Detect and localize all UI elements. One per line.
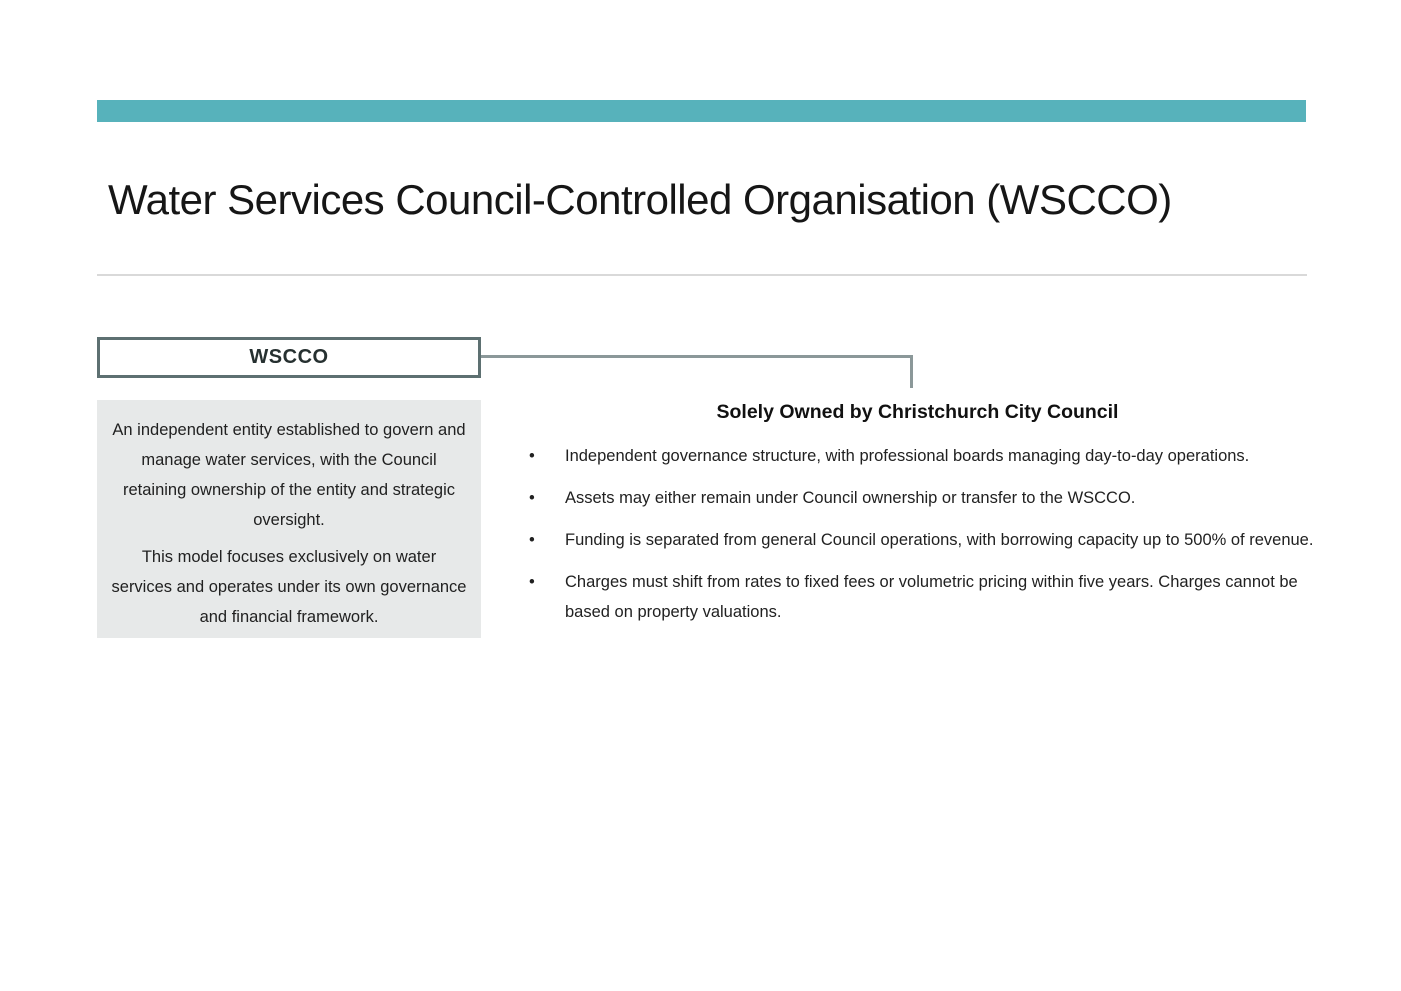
bullet-icon: •: [529, 573, 535, 591]
page-title: Water Services Council-Controlled Organisation (WSCCO): [108, 176, 1172, 223]
accent-bar: [97, 100, 1306, 122]
bullet-icon: •: [529, 489, 535, 507]
list-item: [520, 525, 1315, 555]
ownership-bullet-list: [520, 441, 1315, 627]
title-divider: [97, 274, 1307, 276]
list-item-text: Charges must shift from rates to fixed fees or volumetric pricing within five years. Charges cannot be based on property valuations.: [565, 573, 1298, 621]
connector-line-vertical: [910, 355, 913, 388]
list-item-text: Independent governance structure, with professional boards managing day-to-day operations.: [565, 447, 1250, 465]
list-item: [520, 567, 1315, 627]
connector-line-horizontal: [481, 355, 913, 358]
description-paragraph: An independent entity established to govern and manage water services, with the Council retaining ownership of the entity and strategic oversight.: [112, 421, 466, 529]
bullet-icon: •: [529, 531, 535, 549]
list-item: [520, 441, 1315, 471]
list-item: [520, 483, 1315, 513]
list-item-text: Funding is separated from general Council operations, with borrowing capacity up to 500% of revenue.: [565, 531, 1314, 549]
description-paragraph: This model focuses exclusively on water services and operates under its own governance and financial framework.: [111, 548, 467, 626]
list-item-text: Assets may either remain under Council ownership or transfer to the WSCCO.: [565, 489, 1136, 507]
wscco-entity-box: [97, 337, 481, 378]
bullet-icon: •: [529, 447, 535, 465]
wscco-description-box: [97, 400, 481, 638]
ownership-panel: [520, 401, 1315, 639]
wscco-entity-label: WSCCO: [249, 346, 329, 368]
ownership-heading: Solely Owned by Christchurch City Council: [716, 401, 1119, 423]
